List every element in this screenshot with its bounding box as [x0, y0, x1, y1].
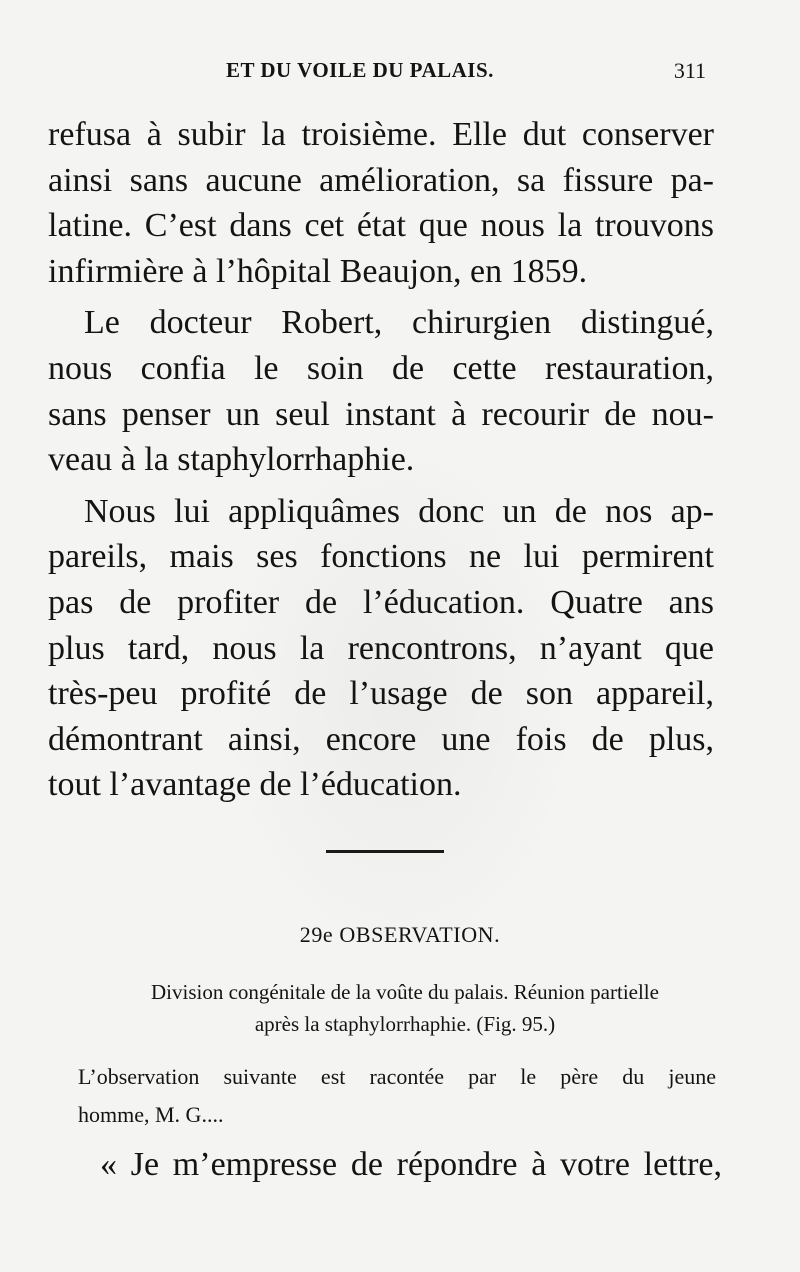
- page-header: [48, 58, 718, 92]
- running-title: ET DU VOILE DU PALAIS.: [226, 58, 494, 82]
- text-line: latine. C’est dans cet état que nous la trouvons: [48, 207, 714, 245]
- paragraph-1: [48, 112, 714, 294]
- intro-line: L’observation suivante est racontée par le père du jeune: [78, 1064, 716, 1089]
- description-line: après la staphylorrhaphie. (Fig. 95.): [254, 1012, 556, 1036]
- text-line: tout l’avantage de l’éducation.: [48, 766, 462, 804]
- text-line: Nous lui appliquâmes donc un de nos ap-: [84, 492, 714, 530]
- paragraph-2: [48, 300, 714, 482]
- text-line: pareils, mais ses fonctions ne lui permirent: [48, 538, 714, 576]
- intro-line: homme, M. G....: [78, 1102, 224, 1127]
- page-number: 311: [673, 58, 706, 83]
- text-line: nous confia le soin de cette restauration,: [48, 349, 714, 387]
- text-line: ainsi sans aucune amélioration, sa fissure pa-: [48, 161, 714, 199]
- letter-start: « Je m’empresse de répondre à votre lettre,: [100, 1146, 722, 1183]
- paragraph-3: [48, 489, 714, 808]
- section-divider: [326, 850, 444, 853]
- text-line: veau à la staphylorrhaphie.: [48, 441, 415, 479]
- text-line: plus tard, nous la rencontrons, n’ayant que: [48, 629, 714, 667]
- text-line: pas de profiter de l’éducation. Quatre ans: [48, 583, 714, 621]
- observation-intro: [78, 1058, 716, 1134]
- observation-title: 29e OBSERVATION.: [299, 922, 501, 947]
- description-line: Division congénitale de la voûte du palais. Réunion partielle: [151, 980, 659, 1004]
- text-line: Le docteur Robert, chirurgien distingué,: [84, 304, 714, 342]
- body-text: [48, 112, 714, 808]
- text-line: très-peu profité de l’usage de son appareil,: [48, 675, 714, 713]
- observation-description: [70, 976, 740, 1040]
- text-line: infirmière à l’hôpital Beaujon, en 1859.: [48, 252, 588, 290]
- text-line: refusa à subir la troisième. Elle dut conserver: [48, 116, 714, 153]
- text-line: démontrant ainsi, encore une fois de plus,: [48, 720, 714, 758]
- text-line: sans penser un seul instant à recourir de nou-: [48, 395, 714, 433]
